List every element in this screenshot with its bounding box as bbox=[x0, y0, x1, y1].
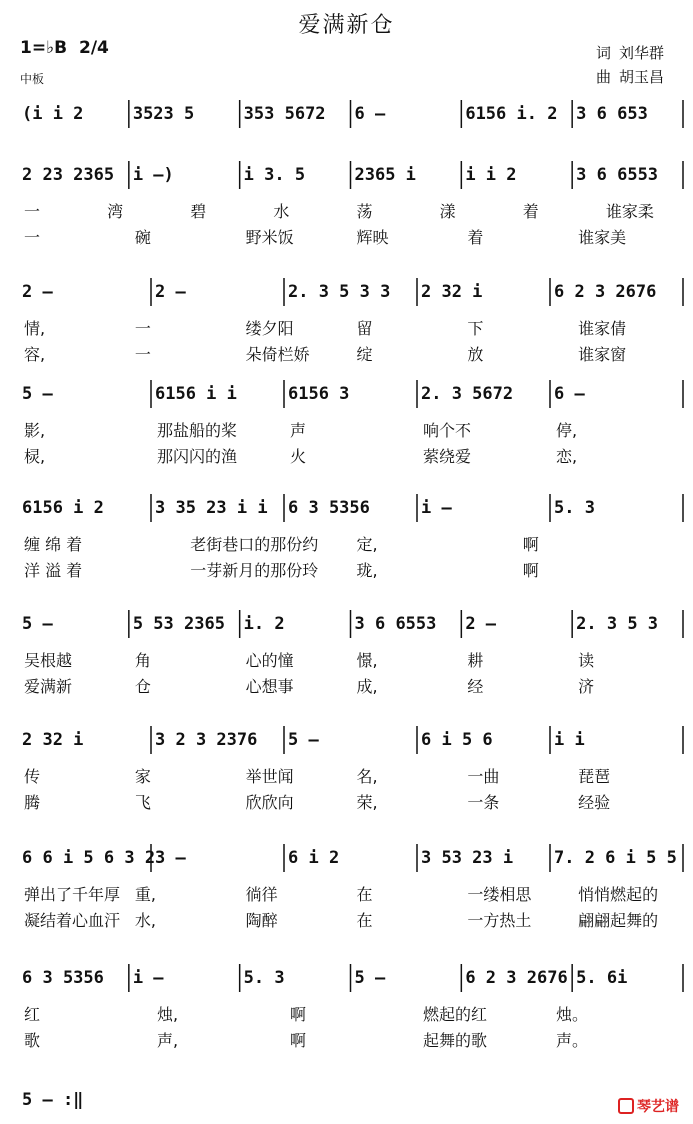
key-label: 1=♭B bbox=[20, 38, 68, 58]
measure-notes: 6 3 5356 bbox=[288, 498, 370, 518]
measure-notes: 6 6 i 5 6 3 2 bbox=[22, 848, 156, 868]
measure-notes: 3 – bbox=[155, 848, 186, 868]
measure-notes: 5 – bbox=[22, 384, 53, 404]
lyric-word: 欣欣向 bbox=[245, 793, 294, 812]
measure-notes: 6 i 2 bbox=[288, 848, 340, 868]
lyric-word: 心想事 bbox=[245, 677, 294, 696]
composer-credit bbox=[596, 66, 664, 87]
measure-notes: i – bbox=[421, 498, 452, 518]
lyric-word: 容, bbox=[24, 345, 46, 364]
measure-notes: i i 2 bbox=[465, 165, 517, 185]
measure-notes: 6156 i 2 bbox=[22, 498, 104, 518]
watermark bbox=[618, 1096, 679, 1116]
lyric-word: 辉映 bbox=[356, 228, 389, 247]
measure-notes: i. 2 bbox=[243, 614, 285, 634]
measure-notes: 5. 3 bbox=[243, 968, 285, 988]
lyric-word: 一曲 bbox=[467, 767, 500, 786]
notation-row bbox=[18, 846, 683, 876]
lyric-word: 碗 bbox=[134, 228, 151, 247]
lyric-word: 缠 绵 着 bbox=[24, 535, 83, 554]
lyric-word: 吴根越 bbox=[24, 651, 73, 670]
lyric-word: 憬, bbox=[356, 651, 378, 670]
lyric-word: 棂, bbox=[24, 447, 46, 466]
lyric-word: 洋 溢 着 bbox=[24, 561, 83, 580]
measure-notes: 5. 6i bbox=[576, 968, 628, 988]
lyric-word: 漾 bbox=[439, 202, 456, 221]
measure-notes: 6156 3 bbox=[288, 384, 350, 404]
lyric-word: 声。 bbox=[556, 1031, 589, 1050]
lyric-word: 一 bbox=[24, 202, 41, 221]
measure-notes: 6 2 3 2676 bbox=[465, 968, 568, 988]
lyricist-label: 词 bbox=[596, 44, 612, 62]
measure-notes: 3 6 653 bbox=[576, 104, 648, 124]
lyric-word: 那盐船的桨 bbox=[157, 421, 238, 440]
lyricist-credit bbox=[596, 42, 664, 63]
measure-notes: 3 6 6553 bbox=[576, 165, 659, 185]
lyric-word: 恋, bbox=[556, 447, 578, 466]
measure-notes: 2 – bbox=[155, 282, 186, 302]
lyric-word: 定, bbox=[356, 535, 378, 554]
notation-row bbox=[18, 728, 683, 758]
lyric-word: 凝结着心血汗 bbox=[24, 911, 121, 930]
measure-notes: i –) bbox=[132, 165, 174, 185]
measure-notes: 2365 i bbox=[354, 165, 416, 185]
measure-notes: 2. 3 5672 bbox=[421, 384, 514, 404]
measure-notes: 5 – bbox=[22, 614, 53, 634]
notation-row bbox=[18, 102, 683, 132]
lyric-word: 湾 bbox=[107, 202, 124, 221]
notation-row bbox=[18, 280, 683, 310]
notation-row bbox=[18, 1088, 683, 1118]
lyric-word: 成, bbox=[356, 677, 378, 696]
lyric-word: 一 bbox=[24, 228, 41, 247]
lyric-word: 腾 bbox=[24, 793, 41, 812]
lyric-word: 歌 bbox=[24, 1031, 41, 1050]
lyric-word: 火 bbox=[290, 447, 307, 466]
measure-notes: 2. 3 5 3 3 bbox=[288, 282, 391, 302]
measure-notes: i 3. 5 bbox=[243, 165, 306, 185]
lyric-word: 绽 bbox=[356, 345, 373, 364]
lyric-word: 下 bbox=[467, 319, 484, 338]
lyric-word: 耕 bbox=[467, 651, 484, 670]
lyric-word: 一 bbox=[134, 345, 151, 364]
lyric-line-2 bbox=[18, 558, 683, 580]
lyric-word: 琵琶 bbox=[578, 767, 611, 786]
lyric-line-2 bbox=[18, 225, 683, 247]
lyric-word: 声, bbox=[157, 1031, 179, 1050]
lyric-word: 荡 bbox=[356, 202, 373, 221]
notation-row bbox=[18, 496, 683, 526]
measure-notes: 2. 3 5 3 bbox=[576, 614, 659, 634]
lyric-word: 在 bbox=[356, 885, 373, 904]
composer-name: 胡玉昌 bbox=[619, 68, 665, 86]
lyric-word: 谁家窗 bbox=[578, 345, 627, 364]
notation-row bbox=[18, 163, 683, 193]
measure-notes: 3 53 23 i bbox=[421, 848, 514, 868]
lyric-word: 情, bbox=[24, 319, 46, 338]
lyric-line-1 bbox=[18, 882, 683, 904]
lyric-word: 水, bbox=[134, 911, 156, 930]
lyric-line-1 bbox=[18, 532, 683, 554]
lyric-word: 名, bbox=[356, 767, 378, 786]
measure-notes: 3 2 3 2376 bbox=[155, 730, 258, 750]
watermark-text: 琴艺谱 bbox=[637, 1099, 679, 1115]
lyricist-name: 刘华群 bbox=[619, 44, 665, 62]
lyric-word: 一方热土 bbox=[467, 911, 532, 930]
lyric-word: 谁家美 bbox=[578, 228, 627, 247]
measure-notes: 353 5672 bbox=[243, 104, 326, 124]
lyric-word: 碧 bbox=[190, 202, 207, 221]
notation-row bbox=[18, 966, 683, 996]
composer-label: 曲 bbox=[596, 68, 612, 86]
lyric-word: 水 bbox=[273, 202, 290, 221]
lyric-word: 悄悄燃起的 bbox=[578, 885, 659, 904]
lyric-word: 放 bbox=[467, 345, 484, 364]
lyric-word: 徜徉 bbox=[245, 885, 278, 904]
lyric-word: 燃起的红 bbox=[423, 1005, 488, 1024]
lyric-word: 烛, bbox=[157, 1005, 179, 1024]
lyric-word: 一 bbox=[134, 319, 151, 338]
lyric-word: 那闪闪的渔 bbox=[157, 447, 238, 466]
lyric-line-1 bbox=[18, 648, 683, 670]
measure-notes: 2 – bbox=[22, 282, 53, 302]
watermark-logo-icon bbox=[618, 1098, 634, 1114]
lyric-word: 啊 bbox=[522, 535, 539, 554]
measure-notes: i i bbox=[554, 730, 585, 750]
measure-notes: 6 i 5 6 bbox=[421, 730, 493, 750]
lyric-word: 红 bbox=[24, 1005, 41, 1024]
lyric-word: 一缕相思 bbox=[467, 885, 532, 904]
lyric-word: 荣, bbox=[356, 793, 378, 812]
lyric-word: 重, bbox=[134, 885, 156, 904]
measure-notes: 6156 i. 2 bbox=[465, 104, 558, 124]
lyric-word: 举世闻 bbox=[245, 767, 294, 786]
measure-notes: i – bbox=[132, 968, 164, 988]
lyric-word: 一芽新月的那份玲 bbox=[190, 561, 319, 580]
lyric-word: 传 bbox=[24, 767, 41, 786]
lyric-word: 停, bbox=[556, 421, 578, 440]
measure-notes: 3523 5 bbox=[132, 104, 195, 124]
measure-notes: 2 – bbox=[465, 614, 497, 634]
lyric-word: 缕夕阳 bbox=[245, 319, 294, 338]
lyric-word: 留 bbox=[356, 319, 373, 338]
measure-notes: 6156 i i bbox=[155, 384, 237, 404]
lyric-word: 经验 bbox=[578, 793, 611, 812]
lyric-word: 声 bbox=[290, 421, 307, 440]
measure-notes: 6 2 3 2676 bbox=[554, 282, 657, 302]
lyric-word: 翩翩起舞的 bbox=[578, 911, 659, 930]
lyric-word: 爱满新 bbox=[24, 677, 73, 696]
measure-notes: 2 23 2365 bbox=[22, 165, 115, 185]
notation-row bbox=[18, 612, 683, 642]
measure-notes: 5. 3 bbox=[554, 498, 595, 518]
lyric-word: 谁家柔 bbox=[605, 202, 654, 221]
measure-notes: 6 – bbox=[554, 384, 585, 404]
measure-notes: 2 32 i bbox=[22, 730, 84, 750]
tempo-marking: 中板 bbox=[20, 72, 45, 86]
measure-notes: 6 3 5356 bbox=[22, 968, 104, 988]
lyric-word: 角 bbox=[134, 651, 151, 670]
notation-row bbox=[18, 382, 683, 412]
lyric-word: 弹出了千年厚 bbox=[24, 885, 121, 904]
lyric-word: 烛。 bbox=[556, 1005, 589, 1024]
lyric-line-2 bbox=[18, 342, 683, 364]
lyric-line-2 bbox=[18, 674, 683, 696]
lyric-word: 心的憧 bbox=[245, 651, 294, 670]
measure-notes: 7. 2 6 i 5 5 bbox=[554, 848, 677, 868]
song-title: 爱满新仓 bbox=[298, 13, 395, 38]
lyric-word: 一条 bbox=[467, 793, 500, 812]
measure-notes: (i i 2 bbox=[22, 104, 84, 124]
lyric-word: 经 bbox=[467, 677, 484, 696]
lyric-word: 老街巷口的那份约 bbox=[190, 535, 319, 554]
measure-notes: 5 53 2365 bbox=[132, 614, 225, 634]
lyric-line-1 bbox=[18, 316, 683, 338]
lyric-word: 起舞的歌 bbox=[423, 1031, 488, 1050]
lyric-word: 济 bbox=[578, 677, 595, 696]
lyric-line-2 bbox=[18, 790, 683, 812]
measure-notes: 5 – bbox=[288, 730, 319, 750]
measure-notes: 2 32 i bbox=[421, 282, 483, 302]
measure-notes: 3 6 6553 bbox=[354, 614, 437, 634]
lyric-line-2 bbox=[18, 908, 683, 930]
lyric-word: 读 bbox=[578, 651, 595, 670]
lyric-line-2 bbox=[18, 444, 683, 466]
measure-notes: 3 35 23 i i bbox=[155, 498, 268, 518]
lyric-word: 谁家倩 bbox=[578, 319, 627, 338]
lyric-word: 野米饭 bbox=[245, 228, 294, 247]
lyric-word: 家 bbox=[134, 767, 151, 786]
lyric-line-1 bbox=[18, 418, 683, 440]
lyric-word: 着 bbox=[522, 202, 539, 221]
lyric-word: 啊 bbox=[522, 561, 539, 580]
lyric-line-1 bbox=[18, 199, 683, 221]
lyric-word: 仓 bbox=[134, 677, 151, 696]
lyric-line-1 bbox=[18, 1002, 683, 1024]
lyric-word: 影, bbox=[24, 421, 46, 440]
lyric-word: 啊 bbox=[290, 1031, 307, 1050]
lyric-word: 啊 bbox=[290, 1005, 307, 1024]
lyric-word: 响个不 bbox=[423, 421, 472, 440]
lyric-word: 着 bbox=[467, 228, 484, 247]
lyric-line-2 bbox=[18, 1028, 683, 1050]
lyric-word: 陶醉 bbox=[245, 911, 278, 930]
lyric-word: 在 bbox=[356, 911, 373, 930]
measure-notes: 6 – bbox=[354, 104, 386, 124]
lyric-line-1 bbox=[18, 764, 683, 786]
lyric-word: 飞 bbox=[134, 793, 151, 812]
measure-notes: 5 – bbox=[354, 968, 386, 988]
time-signature: 2/4 bbox=[78, 38, 109, 58]
measure-notes: 5 – :‖ bbox=[22, 1090, 84, 1110]
key-signature bbox=[20, 38, 109, 58]
lyric-word: 朵倚栏娇 bbox=[245, 345, 310, 364]
lyric-word: 萦绕爱 bbox=[423, 447, 472, 466]
lyric-word: 珑, bbox=[356, 561, 378, 580]
